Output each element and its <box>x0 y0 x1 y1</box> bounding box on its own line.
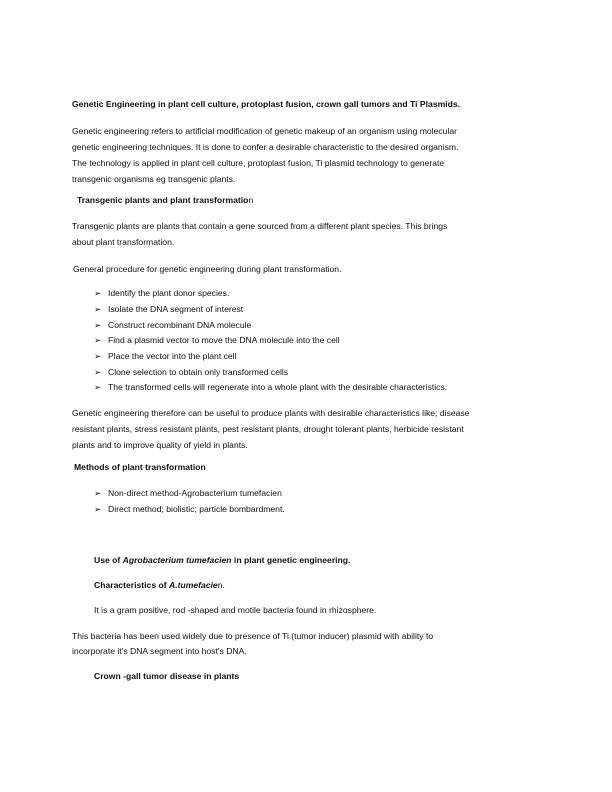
bullet-item <box>94 334 340 346</box>
bullet-item <box>94 319 251 331</box>
arrow-bullet-icon: ➢ <box>94 304 102 314</box>
intro-line: The technology is applied in plant cell culture, protoplast fusion, Ti plasmid technology to generate <box>72 158 445 168</box>
bullet-item <box>94 503 285 515</box>
ti-line: This bacteria has been used widely due to presence of Ti (tumor inducer) plasmid with ability to <box>72 631 434 641</box>
transgenic-line: Transgenic plants are plants that contain a gene sourced from a different plant species. This brings <box>72 221 448 231</box>
arrow-bullet-icon: ➢ <box>94 488 102 498</box>
bullet-text: Construct recombinant DNA molecule <box>108 320 252 330</box>
agro-heading <box>94 554 350 566</box>
bullet-item <box>94 366 288 378</box>
transgenic-heading <box>77 194 253 206</box>
bullet-item <box>94 381 447 393</box>
bullet-item <box>94 350 237 362</box>
arrow-bullet-icon: ➢ <box>94 504 102 514</box>
char-text: It is a gram positive, rod -shaped and motile bacteria found in rhizosphere. <box>94 605 377 615</box>
bullet-text: The transformed cells will regenerate into a whole plant with the desirable characteristics. <box>108 382 448 392</box>
arrow-bullet-icon: ➢ <box>94 367 102 377</box>
uses-line: Genetic engineering therefore can be useful to produce plants with desirable characteristics like; disease <box>72 408 470 418</box>
char-heading <box>94 579 225 591</box>
arrow-bullet-icon: ➢ <box>94 288 102 298</box>
intro-line: Genetic engineering refers to artificial modification of genetic makeup of an organism using molecular <box>72 126 458 136</box>
arrow-bullet-icon: ➢ <box>94 382 102 392</box>
document-title: Genetic Engineering in plant cell culture, protoplast fusion, crown gall tumors and Ti Plasmids. <box>72 99 461 109</box>
heading-tail: n <box>248 195 254 205</box>
text: Characteristics of <box>94 580 169 590</box>
species-name: A.tumefacie <box>169 580 218 590</box>
bullet-text: Identify the plant donor species. <box>108 288 230 298</box>
bullet-text: Find a plasmid vector to move the DNA molecule into the cell <box>108 335 340 345</box>
arrow-bullet-icon: ➢ <box>94 351 102 361</box>
transgenic-line: about plant transformation. <box>72 237 175 247</box>
bullet-item <box>94 303 243 315</box>
species-name: Agrobacterium tumefacien <box>122 555 232 565</box>
intro-line: transgenic organisms eg transgenic plants. <box>72 174 236 184</box>
bullet-text: Clone selection to obtain only transformed cells <box>108 367 289 377</box>
bullet-item <box>94 287 229 299</box>
bullet-text: Isolate the DNA segment of interest <box>108 304 244 314</box>
text: in plant genetic engineering. <box>231 555 351 565</box>
procedure-intro: General procedure for genetic engineering during plant transformation. <box>73 264 342 274</box>
heading-bold: Transgenic plants and plant transformatio <box>77 195 249 205</box>
crown-heading: Crown -gall tumor disease in plants <box>94 671 240 681</box>
arrow-bullet-icon: ➢ <box>94 335 102 345</box>
arrow-bullet-icon: ➢ <box>94 320 102 330</box>
intro-line: genetic engineering techniques. It is done to confer a desirable characteristic to the desired organism. <box>72 142 459 152</box>
bullet-item <box>94 487 282 499</box>
bullet-text: Direct method; biolistic; particle bombardment. <box>108 504 285 514</box>
text: Use of <box>94 555 123 565</box>
uses-line: resistant plants, stress resistant plants, pest resistant plants, drought tolerant plants, herbicide resistant <box>72 424 464 434</box>
bullet-text: Place the vector into the plant cell <box>108 351 237 361</box>
text: n. <box>217 580 225 590</box>
ti-line: incorporate it's DNA segment into host's DNA. <box>72 646 247 656</box>
methods-heading: Methods of plant transformation <box>74 462 206 472</box>
uses-line: plants and to improve quality of yield in plants. <box>72 440 248 450</box>
bullet-text: Non-direct method-Agrobacterium tumefacien <box>108 488 282 498</box>
